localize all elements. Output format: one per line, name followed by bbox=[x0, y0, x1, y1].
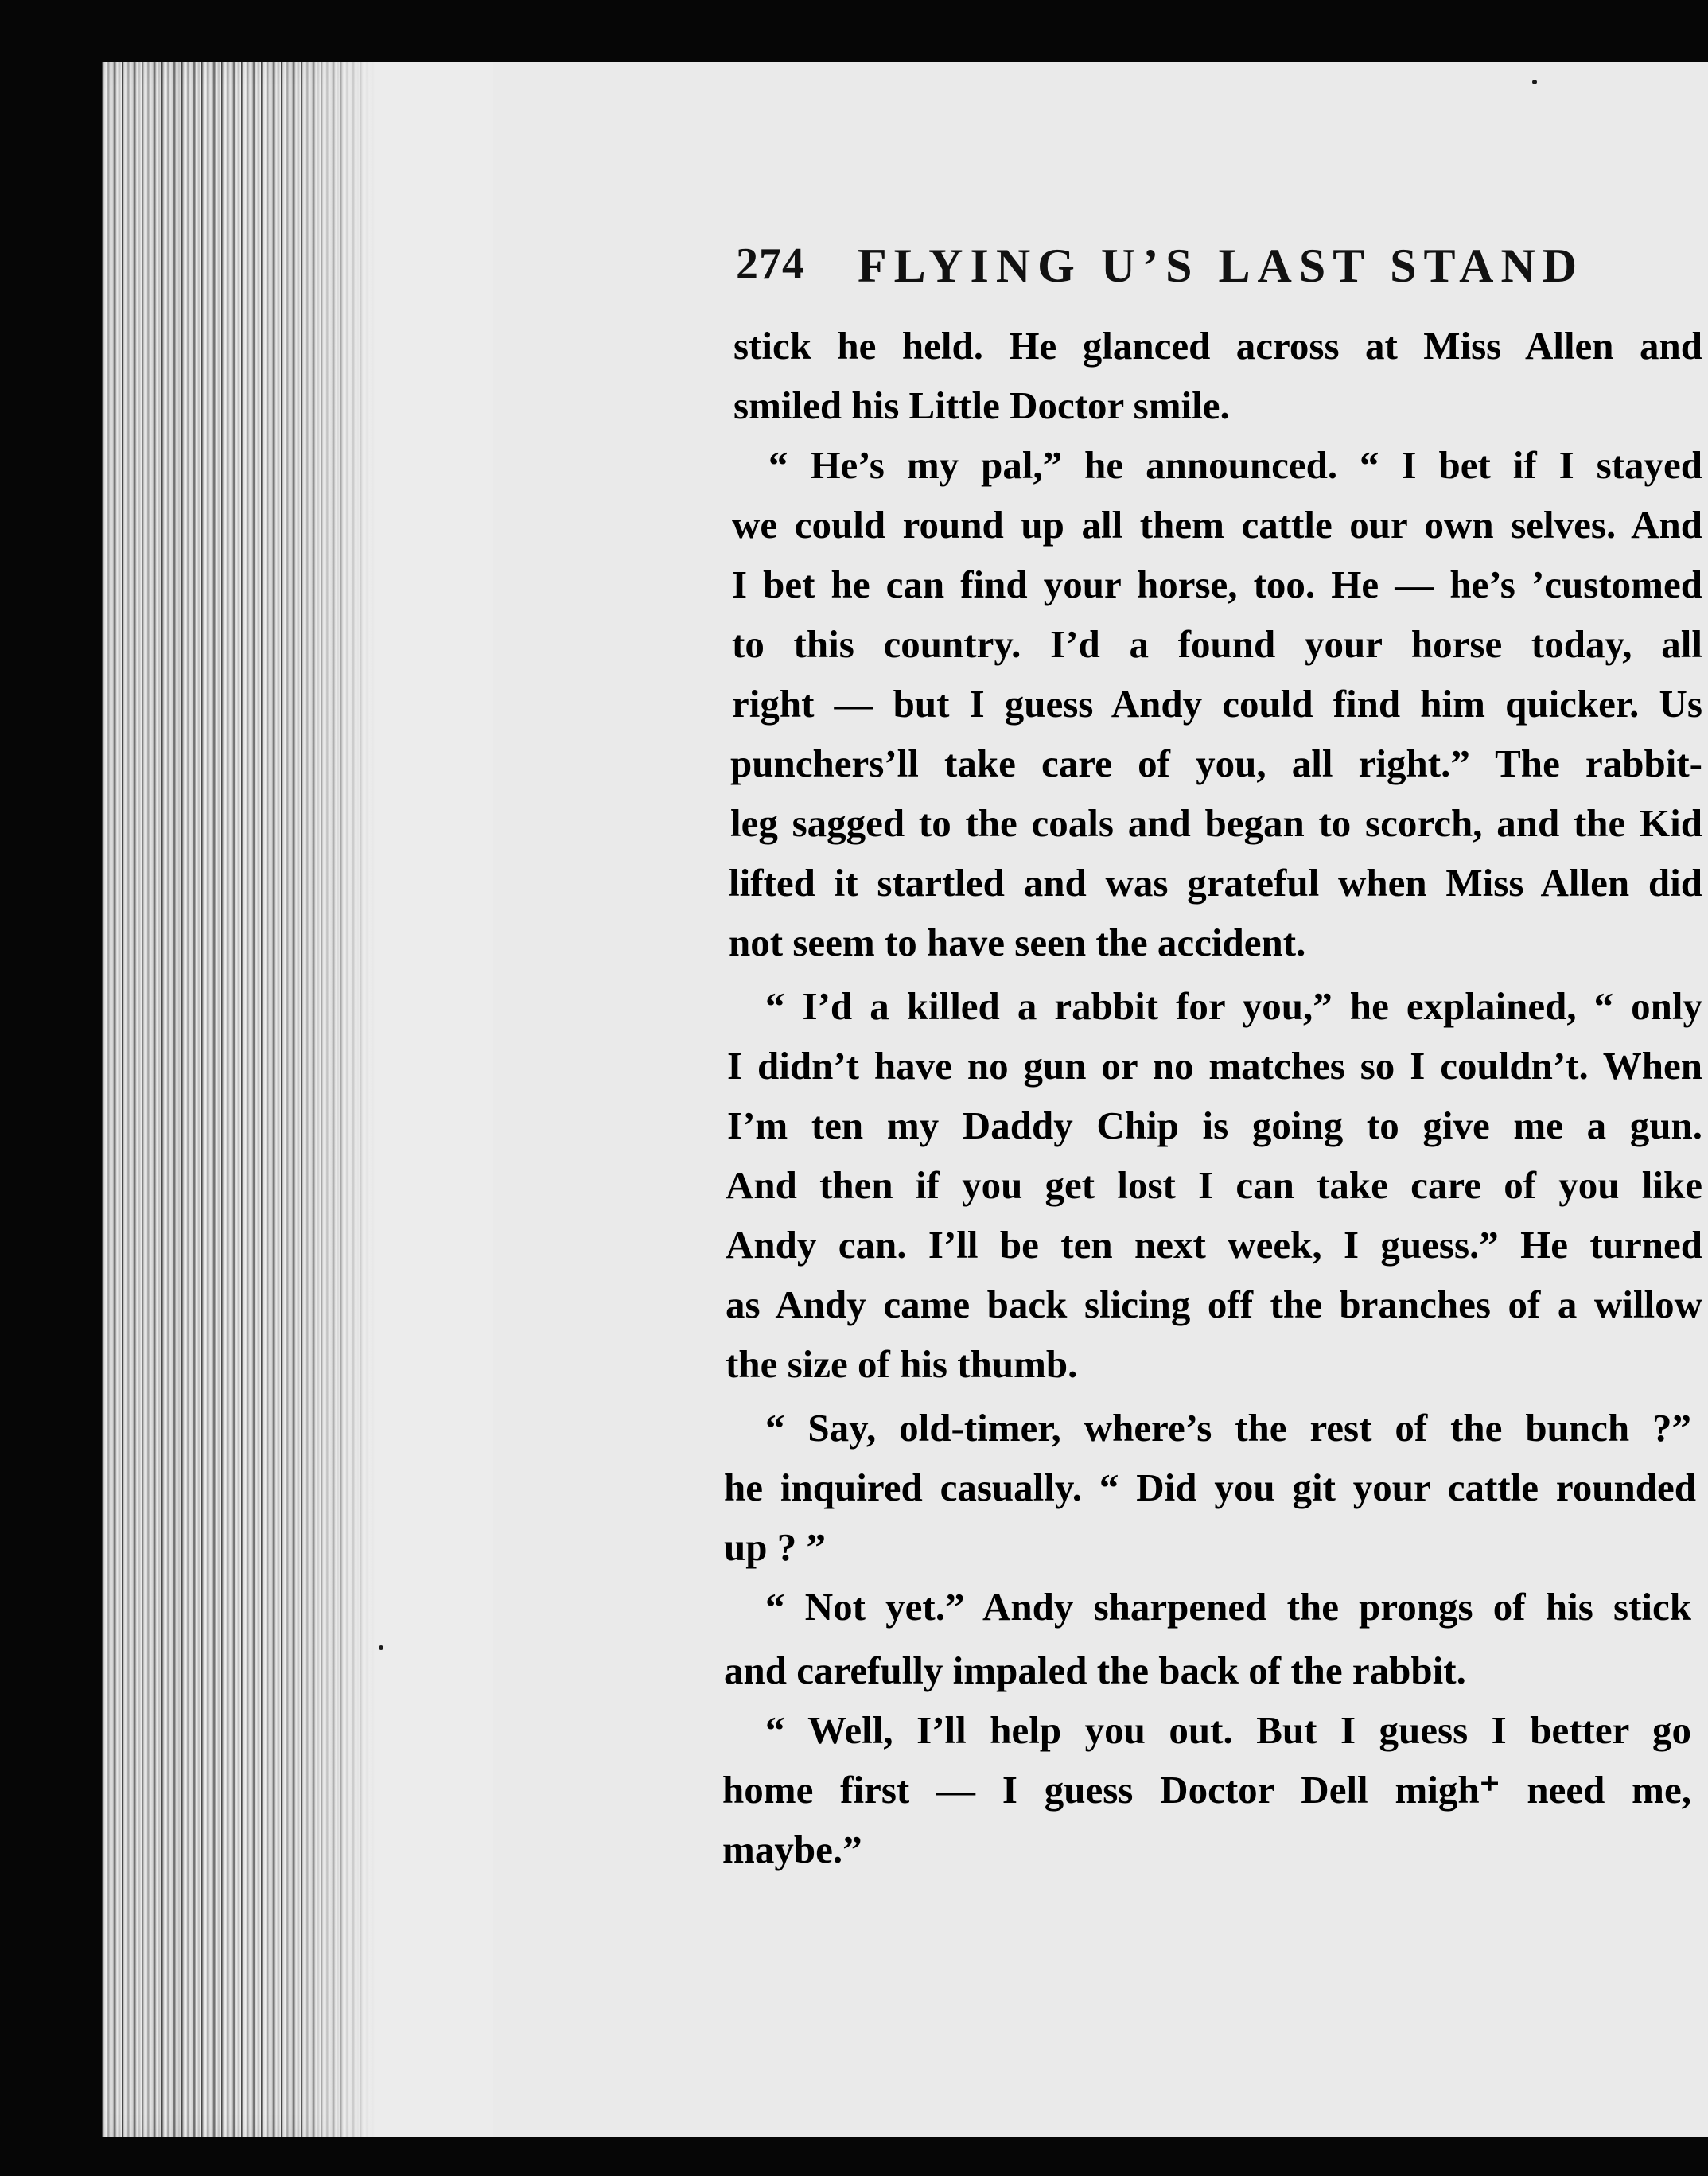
speck-mark bbox=[379, 1645, 383, 1650]
text-line: I’m ten my Daddy Chip is going to give me a gun. bbox=[727, 1104, 1702, 1147]
text-line: home first — I guess Doctor Dell migh⁺ need me, bbox=[722, 1768, 1691, 1812]
text-line: I bet he can find your horse, too. He — he’s ’customed bbox=[732, 562, 1702, 606]
text-line: “ I’d a killed a rabbit for you,” he explained, “ only bbox=[765, 984, 1702, 1028]
text-line: to this country. I’d a found your horse today, all bbox=[732, 622, 1702, 666]
text-line: stick he held. He glanced across at Miss Allen and bbox=[733, 324, 1702, 368]
text-line: lifted it startled and was grateful when Miss Allen did bbox=[729, 861, 1702, 905]
text-line: the size of his thumb. bbox=[726, 1342, 1078, 1386]
text-line: smiled his Little Doctor smile. bbox=[733, 383, 1230, 427]
text-line: I didn’t have no gun or no matches so I couldn’t. When bbox=[727, 1044, 1702, 1088]
running-head bbox=[736, 239, 1675, 310]
text-line: punchers’ll take care of you, all right.” The rabbit- bbox=[730, 742, 1702, 785]
text-line: And then if you get lost I can take care of you like bbox=[726, 1163, 1702, 1207]
text-line: Andy can. I’ll be ten next week, I guess.” He turned bbox=[726, 1223, 1702, 1267]
page-number: 274 bbox=[736, 239, 805, 289]
speck-mark bbox=[1532, 80, 1537, 84]
text-line: “ Say, old-timer, where’s the rest of the bunch ?” bbox=[765, 1406, 1691, 1450]
text-line: “ Not yet.” Andy sharpened the prongs of his stick bbox=[765, 1585, 1691, 1629]
text-line: we could round up all them cattle our own selves. And bbox=[732, 503, 1702, 547]
book-page-edges bbox=[102, 62, 500, 2137]
text-line: leg sagged to the coals and began to scorch, and the Kid bbox=[730, 801, 1702, 845]
text-line: maybe.” bbox=[722, 1828, 862, 1871]
text-line: up ? ” bbox=[724, 1525, 827, 1569]
text-line: not seem to have seen the accident. bbox=[729, 921, 1306, 964]
text-line: as Andy came back slicing off the branches of a willow bbox=[726, 1283, 1702, 1326]
text-line: “ Well, I’ll help you out. But I guess I better go bbox=[765, 1708, 1691, 1752]
text-line: he inquired casually. “ Did you git your cattle rounded bbox=[724, 1466, 1696, 1509]
text-line: right — but I guess Andy could find him quicker. Us bbox=[732, 682, 1702, 726]
text-line: “ He’s my pal,” he announced. “ I bet if I stayed bbox=[768, 443, 1702, 487]
text-line: and carefully impaled the back of the rabbit. bbox=[724, 1649, 1466, 1692]
book-title: FLYING U’S LAST STAND bbox=[858, 239, 1585, 292]
